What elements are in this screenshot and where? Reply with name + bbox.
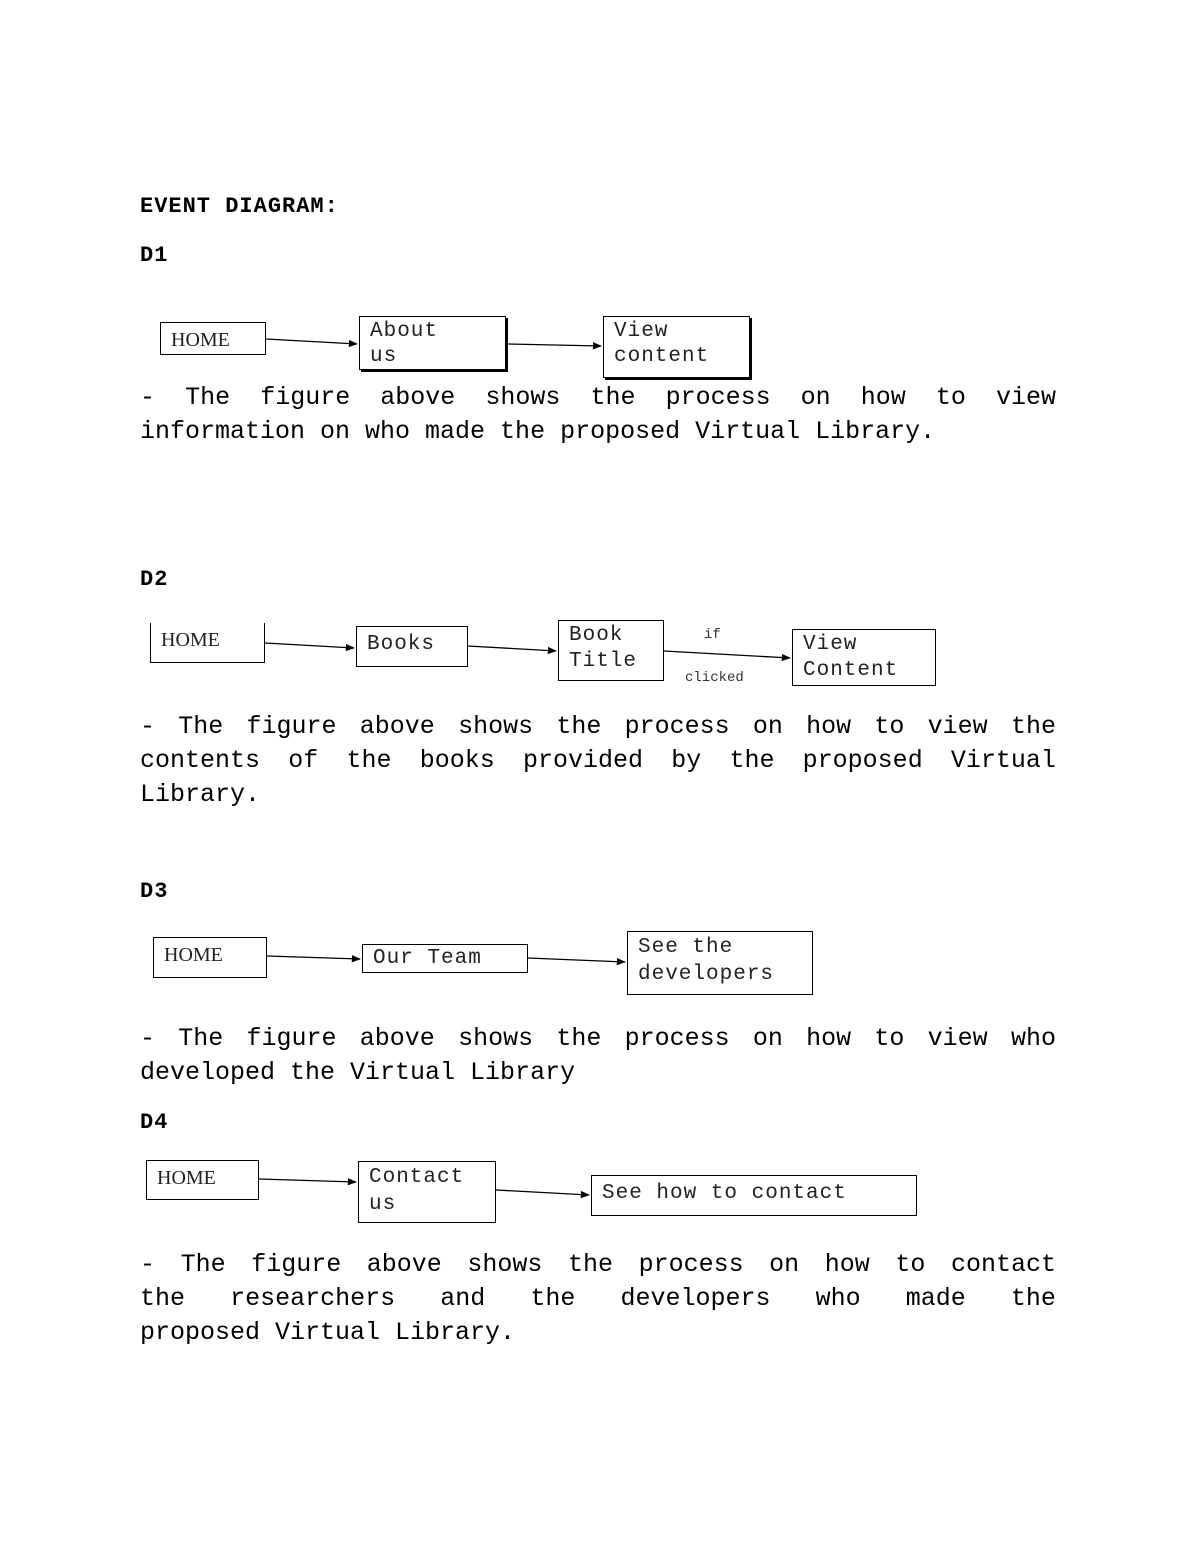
d3-description: [140, 1022, 1056, 1090]
d1-arrow-about-to-view: [508, 344, 601, 346]
d4-description-line-3: proposed Virtual Library.: [140, 1318, 516, 1347]
d3-node-see-developers-label: See the developers: [638, 936, 775, 986]
section-label-d4: D4: [140, 1110, 169, 1135]
d1-node-home: [160, 322, 266, 355]
d3-arrow-team-to-developers: [528, 958, 625, 962]
d4-node-see-how-to-contact: [591, 1175, 917, 1216]
d2-node-home-label: HOME: [161, 629, 220, 651]
section-label-d1: D1: [140, 243, 169, 268]
d2-description-line-2: contents of the books provided by the proposed Virtual: [140, 746, 1056, 775]
d1-node-view-content-label: View content: [614, 320, 710, 368]
d1-description-line-2: information on who made the proposed Virtual Library.: [140, 417, 936, 446]
d2-node-book-title-label: Book Title: [569, 624, 638, 673]
d1-description-line-1: - The figure above shows the process on how to view: [140, 383, 1056, 412]
d2-node-book-title: [558, 620, 664, 681]
d4-arrow-home-to-contact: [259, 1179, 356, 1182]
d3-node-see-developers: [627, 931, 813, 995]
section-label-d2: D2: [140, 567, 169, 592]
d2-description: [140, 710, 1056, 812]
d2-description-line-3: Library.: [140, 780, 261, 809]
d4-node-home-label: HOME: [157, 1167, 216, 1189]
d2-node-view-content-label: View Content: [803, 633, 899, 682]
d3-description-line-2: developed the Virtual Library: [140, 1058, 576, 1087]
d1-description: [140, 381, 1056, 449]
d4-description: [140, 1248, 1056, 1350]
d3-description-line-1: - The figure above shows the process on how to view who: [140, 1024, 1056, 1053]
d1-node-about-us: [359, 316, 506, 370]
d4-node-contact-us: [358, 1161, 496, 1223]
d2-node-home: [150, 623, 265, 663]
d4-node-home: [146, 1160, 259, 1200]
d1-node-view-content: [603, 316, 750, 378]
d2-edge-label-clicked: clicked: [685, 670, 744, 686]
d2-arrow-title-to-view: [664, 651, 790, 658]
d1-node-about-us-label: About us: [370, 320, 439, 368]
d3-node-our-team: [362, 944, 528, 973]
d4-description-line-2: the researchers and the developers who made the: [140, 1284, 1056, 1313]
d2-node-view-content: [792, 629, 936, 686]
d2-node-books: [356, 626, 468, 667]
document-title: EVENT DIAGRAM:: [140, 194, 339, 219]
d4-arrow-contact-to-see: [496, 1190, 589, 1195]
d4-node-contact-us-label: Contact us: [369, 1166, 465, 1216]
d3-arrow-home-to-team: [267, 956, 360, 959]
d3-node-our-team-label: Our Team: [373, 947, 482, 970]
d3-node-home: [153, 937, 267, 978]
d3-node-home-label: HOME: [164, 944, 223, 966]
d1-node-home-label: HOME: [171, 329, 230, 351]
section-label-d3: D3: [140, 879, 169, 904]
d4-description-line-1: - The figure above shows the process on how to contact: [140, 1250, 1056, 1279]
d4-node-see-how-to-contact-label: See how to contact: [602, 1182, 847, 1205]
d2-node-books-label: Books: [367, 633, 436, 656]
d2-arrow-books-to-title: [468, 646, 556, 651]
d2-description-line-1: - The figure above shows the process on how to view the: [140, 712, 1056, 741]
d2-arrow-home-to-books: [265, 643, 354, 648]
d1-arrow-home-to-about: [266, 339, 357, 344]
d2-edge-label-if: if: [704, 627, 721, 643]
